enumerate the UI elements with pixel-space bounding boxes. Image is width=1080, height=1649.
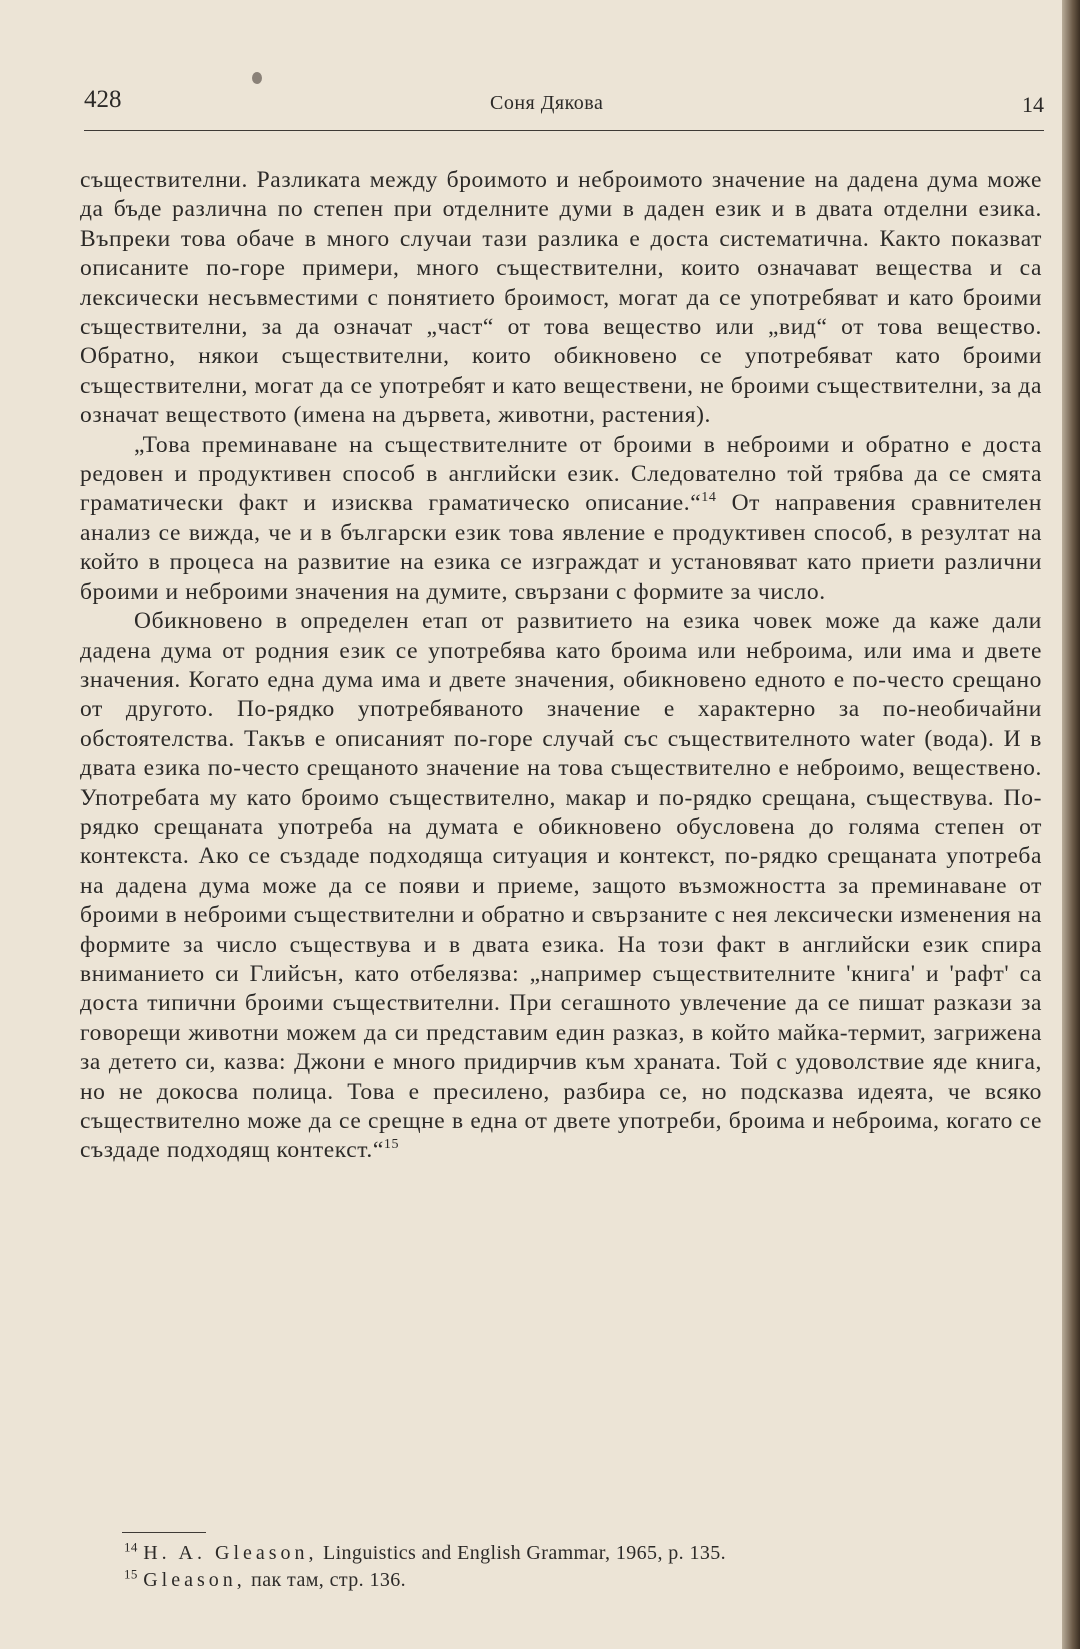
- page-header: [84, 86, 1044, 130]
- footnotes: [124, 1540, 1024, 1594]
- running-head: Соня Дякова: [490, 92, 604, 114]
- footnote-14: $^{14}$ H. A. Gleason, Linguistics and English Grammar, 1965, p. 135.: [124, 1539, 727, 1564]
- paragraph-3: Обикновено в определен етап от развитието на езика човек може да каже дали дадена дума от родния език се употребява като броима или неброима, или има и двете значения. Когато една дума има и двете значения, обикновено едното е по-често срещано от другото. По-рядко употребяваното значение е характерно за по-необичайни обстоятелства. Такъв е описаният по-горе случай със съществителното water (вода). И в двата езика по-често срещаното значение на това съществително е неброимо, веществено. Употребата му като броимо съществително, макар и по-рядко срещана, съществува. По-рядко срещаната употреба на думата е обикновено обусловена до голяма степен от контекста. Ако се създаде подходяща ситуация и контекст, по-рядко срещаната употреба на дадена дума може да се появи и приеме, защото възможността за преминаване от броими в неброими съществителни и обратно и свързаните с нея лексически изменения на формите за число съществува и в двата езика. На този факт в английски език спира вниманието си Глийсън, като отбелязва: „например съществителните 'книга' и 'рафт' са доста типични броими съществителни. При сегашното увлечение да се пишат разкази за говорещи животни можем да си представим един разказ, в който майка-термит, загрижена за детето си, казва: Джони е много придирчив към храната. Той с удоволствие яде книга, но не докосва полица. Това е пресилено, разбира се, но подсказва идеята, че всяко съществително може да се срещне в една от двете употреби, броима и неброима, когато се създаде подходящ контекст.“$^{15}$: [80, 608, 1042, 1164]
- footnote-15: $^{15}$ Gleason, пак там, стр. 136.: [124, 1566, 407, 1591]
- ink-spot: [252, 72, 262, 84]
- page-number: 428: [84, 86, 122, 113]
- header-rule: [84, 130, 1044, 131]
- section-number: 14: [1022, 92, 1044, 117]
- footnote-ref-14[interactable]: 14: [701, 490, 717, 506]
- footnote-rule: [122, 1532, 206, 1533]
- footnote-ref-15[interactable]: 15: [383, 1137, 400, 1153]
- paragraph-2: „Това преминаване на съществителните от броими в неброими и обратно е доста редовен и продуктивен способ в английски език. Следователно той трябва да се смята граматически факт и изисква граматическо описание.“$^{14}$ От направения сравнителен анализ се вижда, че и в български език това явление е продуктивен способ, в резултат на който в процеса на развитие на езика се изграждат и установяват като приети различни броими и неброими значения на думите, свързани с формите за число.: [80, 431, 1043, 605]
- book-binding-edge: [1062, 0, 1080, 1649]
- body-text: [80, 166, 1042, 1166]
- paragraph-1: съществителни. Разликата между броимото и неброимото значение на дадена дума може да бъде различна по степен при отделните думи в даден език и в двата отделни езика. Въпреки това обаче в много случаи тази разлика е доста систематична. Както показват описаните по-горе примери, много съществителни, които означават вещества и са лексически несъвместими с понятието броимост, могат да се употребяват и като броими съществителни, за да означат „част“ от това вещество или „вид“ от това вещество. Обратно, някои съществителни, които обикновено се употребяват като броими съществителни, могат да се употребят и като веществени, не броими съществителни, за да означат веществото (имена на дървета, животни, растения).: [80, 167, 1042, 429]
